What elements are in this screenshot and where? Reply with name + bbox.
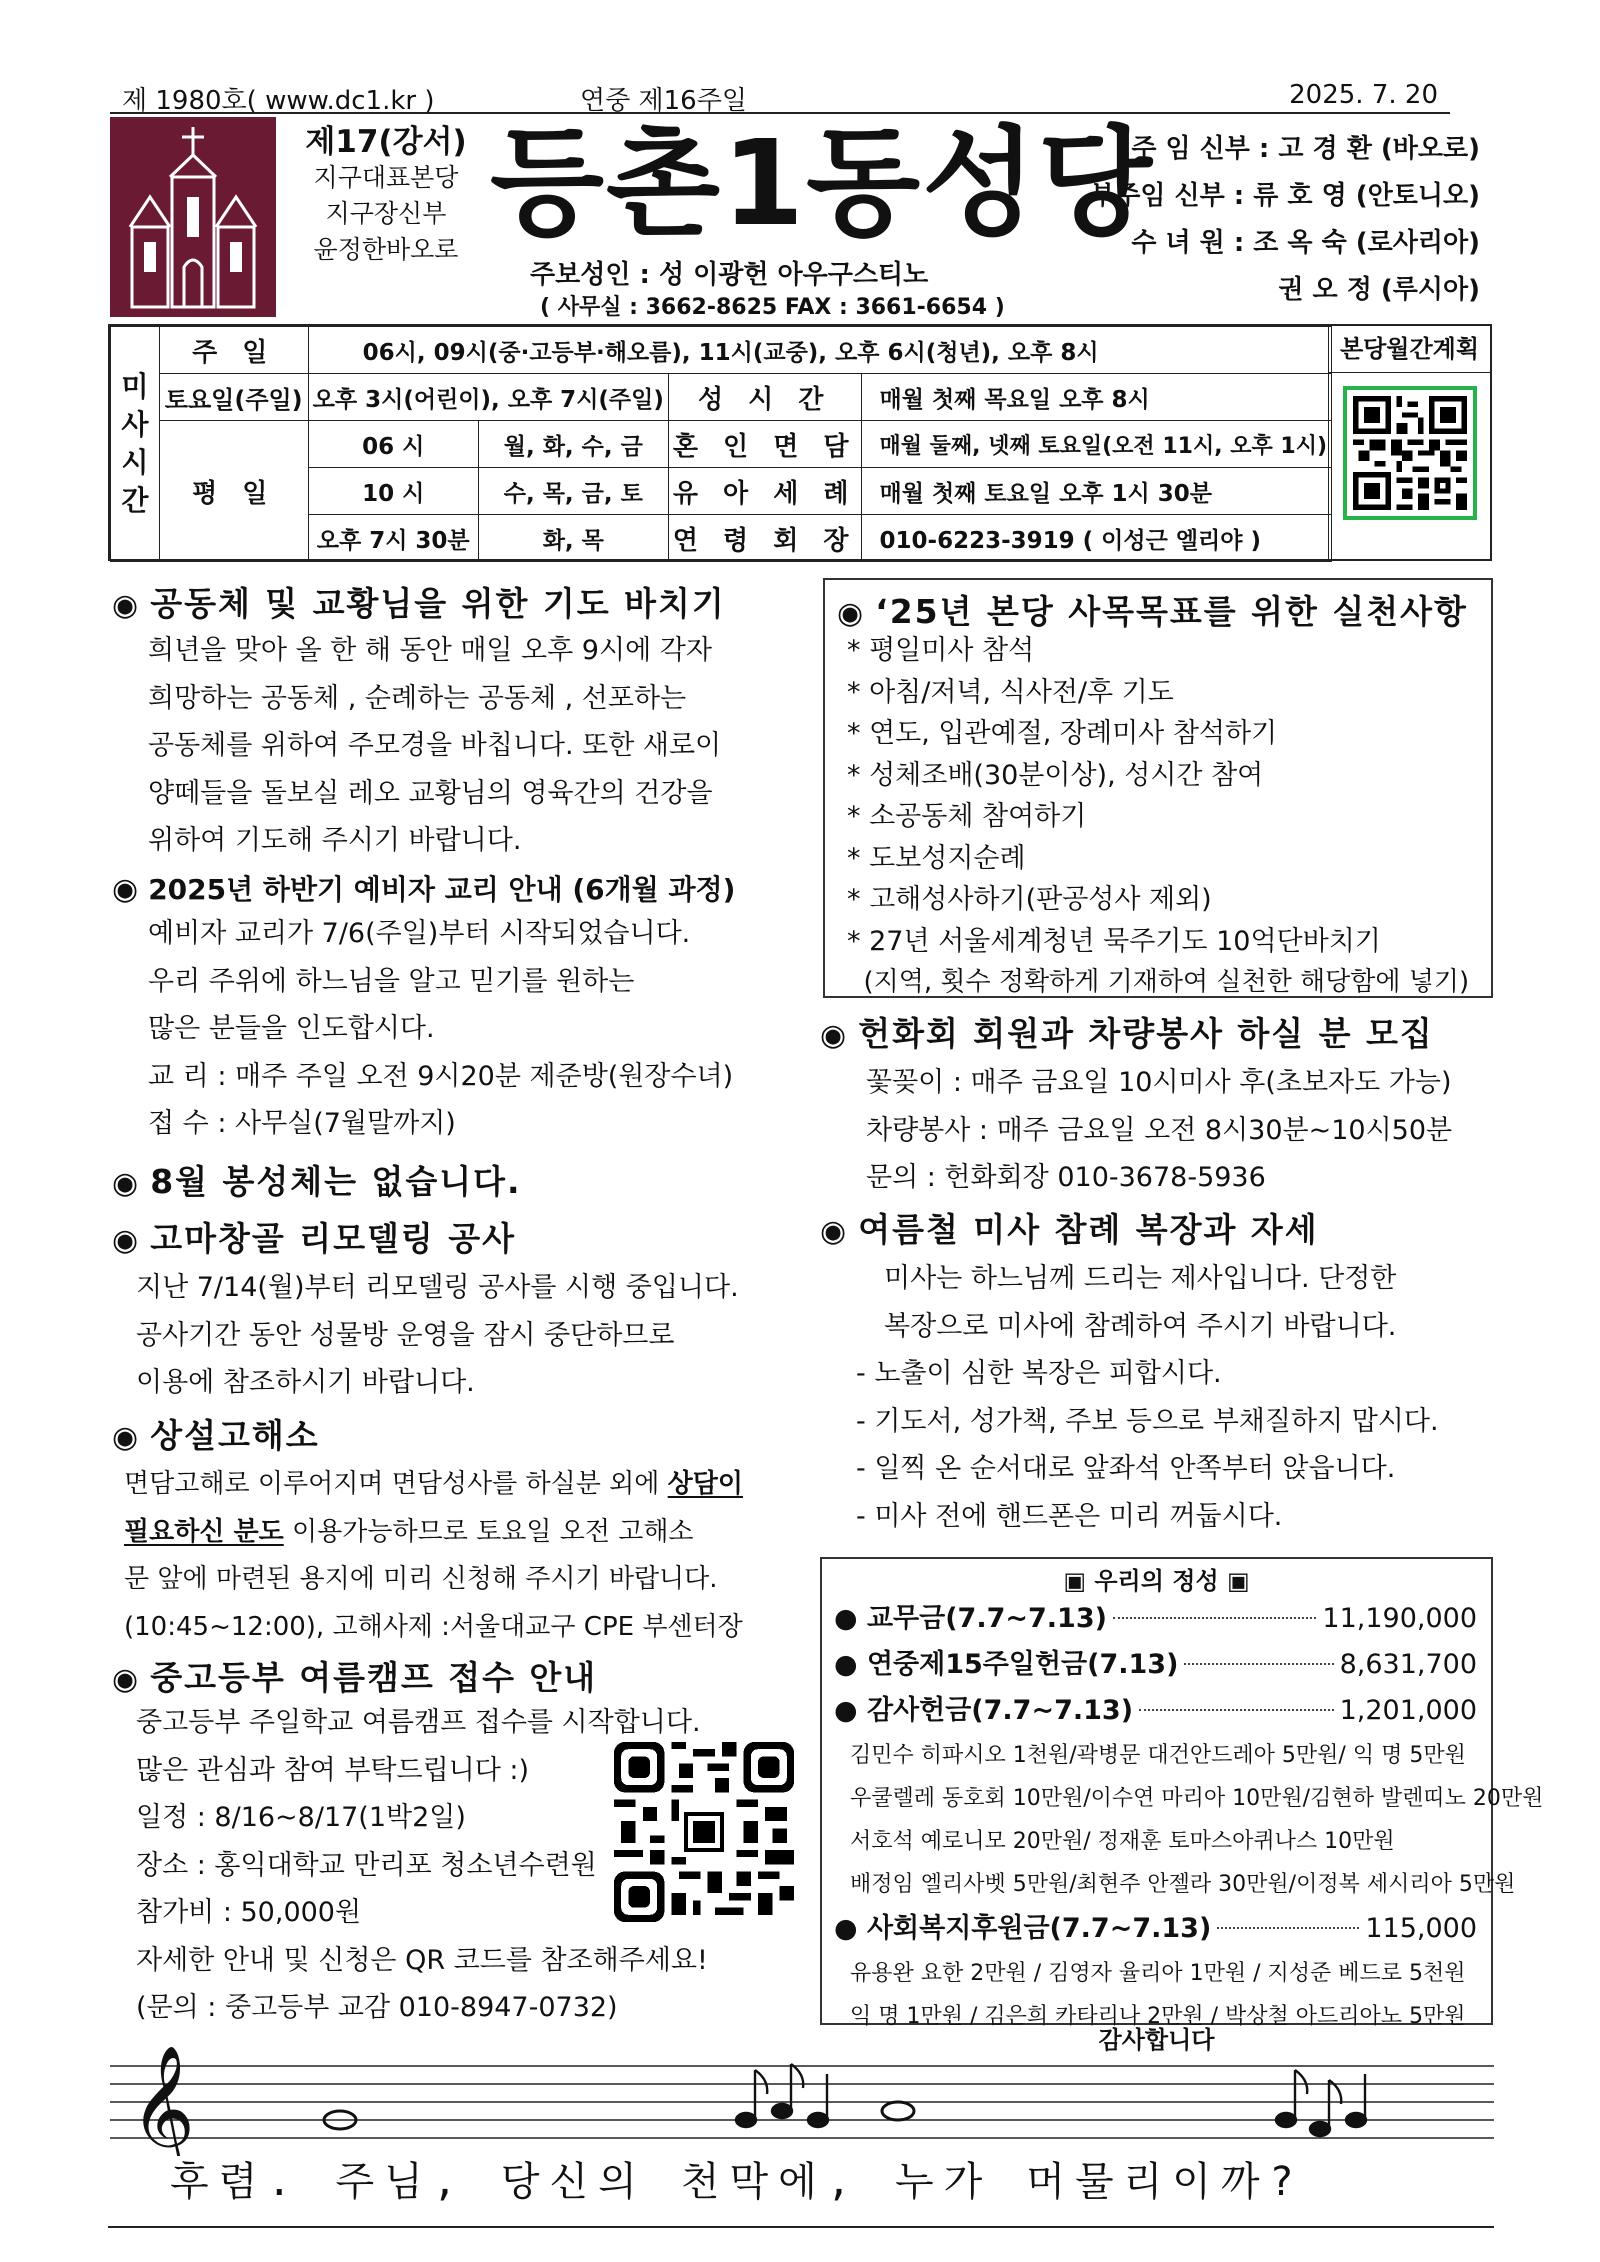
bullet-icon: ◉ [112,1223,141,1258]
bullet-icon: ◉ [820,1018,849,1053]
weekday-days: 수, 목, 금, 토 [478,468,668,515]
section-title: ◉ 헌화회 회원과 차량봉사 하실 분 모집 [820,1014,1434,1053]
text-line: 미사는 하느님께 드리는 제사입니다. 단정한 [884,1263,1397,1294]
offering-item: ● 감사헌금(7.7~7.13) 1,201,000 [834,1695,1477,1726]
goal-item: * 고해성사하기(판공성사 제외) [847,884,1212,915]
emphasis-text: 상담이 [667,1469,744,1499]
weekday-days: 화, 목 [478,515,668,562]
district-info [286,124,486,268]
monthly-plan-box [1328,326,1490,559]
section-title: ◉ 중고등부 여름캠프 접수 안내 [112,1658,598,1697]
goal-item: (지역, 횟수 정확하게 기재하여 실천한 해당함에 넣기) [847,967,1470,997]
clergy-row: 권 오 정 (루시아) [1278,275,1480,305]
mass-times-side-label: 미 사 시 간 [111,327,160,562]
text-line: 참가비 : 50,000원 [136,1897,362,1928]
text-line: 많은 관심과 참여 부탁드립니다 :) [136,1754,530,1786]
text-line: 복장으로 미사에 참례하여 주시기 바랍니다. [884,1310,1397,1342]
clergy-list [1060,126,1480,314]
liturgical-week: 연중 제16주일 [580,86,747,116]
text-line: 희년을 맞아 올 한 해 동안 매일 오후 9시에 각자 [148,635,712,666]
bottom-divider [108,2226,1494,2228]
event-detail: 매월 둘째, 넷째 토요일(오전 11시, 오후 1시) [861,421,1331,468]
svg-text:𝄞: 𝄞 [130,2046,196,2156]
section-confession [112,1410,812,1651]
pastoral-goals-box [823,578,1493,998]
text-line: 예비자 교리가 7/6(주일)부터 시작되었습니다. [148,918,691,949]
goal-item: * 평일미사 참석 [847,635,1035,666]
event-name: 혼 인 면 담 [668,421,861,468]
district-line: 지구대표본당 [313,163,459,192]
camp-qr-code[interactable] [614,1742,794,1922]
weekday-time: 10 시 [308,468,478,515]
event-name: 성 시 간 [668,374,861,421]
text-line: 문 앞에 마련된 용지에 미리 신청해 주시기 바랍니다. [124,1564,718,1594]
section-attire [820,1204,1500,1540]
text-line: 공동체를 위하여 주모경을 바칩니다. 또한 새로이 [148,730,722,761]
section-title: ◉ 8월 봉성체는 없습니다. [112,1162,522,1201]
bullet-icon: ◉ [112,1662,141,1697]
donor-line: 김민수 히파시오 1천원/곽병문 대건안드레아 5만원/ 익 명 5만원 [850,1743,1466,1768]
weekday-label: 평 일 [159,421,308,562]
text-line: 면담고해로 이루어지며 면담성사를 하실분 외에 상담이 [124,1469,744,1499]
weekday-time: 06 시 [308,421,478,468]
saturday-times: 오후 3시(어린이), 오후 7시(주일) [308,374,668,421]
goal-item: * 27년 서울세계청년 묵주기도 10억단바치기 [847,925,1381,957]
patron-saint: 주보성인 : 성 이광헌 아우구스티노 [530,260,929,290]
weekday-days: 월, 화, 수, 금 [478,421,668,468]
text-line: 위하여 기도해 주시기 바랍니다. [148,825,522,856]
text-line: 일정 : 8/16~8/17(1박2일) [136,1802,466,1833]
section-title: ◉ 고마창골 리모델링 공사 [112,1219,516,1258]
bullet-icon: ◉ [112,1420,141,1455]
goal-item: * 성체조배(30분이상), 성시간 참여 [847,759,1264,791]
text-line: 꽃꽂이 : 매주 금요일 10시미사 후(초보자도 가능) [866,1067,1452,1098]
text-line: 문의 : 헌화회장 010-3678-5936 [866,1162,1266,1193]
weekday-time: 오후 7시 30분 [308,515,478,562]
section-title: ◉ 상설고해소 [112,1416,320,1455]
donor-line: 우쿨렐레 동호회 10만원/이수연 마리아 10만원/김현하 발렌띠노 20만원 [850,1786,1544,1811]
attire-rule: - 노출이 심한 복장은 피합시다. [856,1358,1222,1389]
office-contact: ( 사무실 : 3662-8625 FAX : 3661-6654 ) [540,295,1005,320]
text-line: 지난 7/14(월)부터 리모델링 공사를 시행 중입니다. [136,1272,739,1303]
mass-times-table [108,324,1492,561]
district-line: 지구장신부 [325,199,447,228]
event-detail: 매월 첫째 목요일 오후 8시 [861,374,1331,421]
bullet-icon: ◉ [112,588,141,623]
text-line: 중고등부 주일학교 여름캠프 접수를 시작합니다. [136,1707,701,1738]
church-logo [110,117,276,317]
thanks-text: 감사합니다 [1098,2026,1215,2054]
bullet-icon: ◉ [112,1166,141,1201]
district-line: 윤정한바오로 [313,235,459,264]
bullet-icon: ◉ [112,872,139,907]
section-title: ◉ ‘25년 본당 사목목표를 위한 실천사항 [837,592,1468,631]
monthly-plan-qr-code[interactable] [1343,386,1477,520]
event-name: 연 령 회 장 [668,515,861,562]
goal-item: * 아침/저녁, 식사전/후 기도 [847,676,1174,708]
saturday-label: 토요일(주일) [159,374,308,421]
offering-box [820,1557,1544,2029]
goal-item: * 소공동체 참여하기 [847,801,1087,832]
text-line: 교 리 : 매주 주일 오전 9시20분 제준방(원장수녀) [148,1060,734,1092]
section-title: ◉ 2025년 하반기 예비자 교리 안내 (6개월 과정) [112,872,736,907]
section-title: ◉ 여름철 미사 참례 복장과 자세 [820,1210,1319,1249]
section-title: ◉ 공동체 및 교황님을 위한 기도 바치기 [112,584,726,623]
text-line: 양떼들을 돌보실 레오 교황님의 영육간의 건강을 [148,777,713,809]
district-number: 제17(강서) [305,124,467,160]
donor-line: 서호석 예로니모 20만원/ 정재훈 토마스아퀴나스 10만원 [850,1829,1395,1854]
text-line: (문의 : 중고등부 교감 010-8947-0732) [136,1992,618,2023]
donor-line: 배정임 엘리사벳 5만원/최현주 안젤라 30만원/이정복 세시리아 5만원 [850,1872,1516,1897]
issue-header-line [110,78,1450,114]
issue-number: 제 1980호( www.dc1.kr ) [122,86,435,116]
goal-item: * 도보성지순례 [847,842,1026,874]
emphasis-text: 필요하신 분도 [124,1516,284,1547]
text-line: 희망하는 공동체 , 순례하는 공동체 , 선포하는 [148,682,687,714]
text-line: 공사기간 동안 성물방 운영을 잠시 중단하므로 [136,1319,675,1351]
section-flower [820,1008,1500,1202]
goal-item: * 연도, 입관예절, 장례미사 참석하기 [847,718,1278,749]
text-line: 자세한 안내 및 신청은 QR 코드를 참조해주세요! [136,1944,708,1976]
attire-rule: - 일찍 온 순서대로 앞좌석 안쪽부터 앉읍니다. [856,1453,1396,1484]
offering-title: ▣ 우리의 정성 ▣ [1063,1567,1250,1595]
event-name: 유 아 세 례 [668,468,861,515]
section-no-communion [112,1156,522,1203]
text-line: 이용에 참조하시기 바랍니다. [136,1367,475,1398]
text-line: 접 수 : 사무실(7월말까지) [148,1108,456,1139]
psalm-refrain: 후렴. 주님, 당신의 천막에, 누가 머물리이까? [170,2159,1304,2205]
offering-item: ● 교무금(7.7~7.13) 11,190,000 [834,1603,1477,1634]
donor-line: 익 명 1만원 / 김은희 카타리나 2만원 / 박상철 아드리아노 5만원 [850,2004,1466,2029]
clergy-row: 수 녀 원 : 조 옥 숙 (로사리아) [1131,228,1480,258]
attire-rule: - 기도서, 성가책, 주보 등으로 부채질하지 맙시다. [856,1405,1439,1437]
section-catechism [112,868,802,1148]
text-line: 장소 : 홍익대학교 만리포 청소년수련원 [136,1849,597,1881]
event-detail: 매월 첫째 토요일 오후 1시 30분 [861,468,1331,515]
event-detail: 010-6223-3919 ( 이성근 엘리야 ) [861,515,1331,562]
monthly-plan-label: 본당월간계획 [1329,326,1490,373]
issue-date: 2025. 7. 20 [1289,80,1438,110]
clergy-row: 주 임 신부 : 고 경 환 (바오로) [1131,134,1480,164]
donor-line: 유용완 요한 2만원 / 김영자 율리아 1만원 / 지성준 베드로 5천원 [850,1961,1466,1986]
sunday-times: 06시, 09시(중·고등부·해오름), 11시(교중), 오후 6시(청년), 오후 8시 [308,327,1331,374]
bullet-icon: ◉ [820,1214,849,1249]
bullet-icon: ◉ [837,596,866,631]
parish-title: 등촌1동성당 [490,114,1155,252]
offering-item: ● 사회복지후원금(7.7~7.13) 115,000 [834,1913,1477,1944]
offering-item: ● 연중제15주일헌금(7.13) 8,631,700 [834,1649,1477,1680]
attire-rule: - 미사 전에 핸드폰은 미리 꺼둡시다. [856,1500,1283,1532]
text-line: 많은 분들을 인도합시다. [148,1013,435,1044]
sunday-label: 주 일 [159,327,308,374]
text-line: (10:45~12:00), 고해사제 :서울대교구 CPE 부센터장 [124,1611,743,1642]
text-line: 차량봉사 : 매주 금요일 오전 8시30분~10시50분 [866,1114,1453,1146]
text-line: 우리 주위에 하느님을 알고 믿기를 원하는 [148,965,635,997]
clergy-row: 부주임 신부 : 류 호 영 (안토니오) [1090,181,1480,211]
section-remodel [112,1213,802,1407]
text-line: 필요하신 분도 이용가능하므로 토요일 오전 고해소 [124,1516,694,1547]
section-prayer [112,578,802,865]
